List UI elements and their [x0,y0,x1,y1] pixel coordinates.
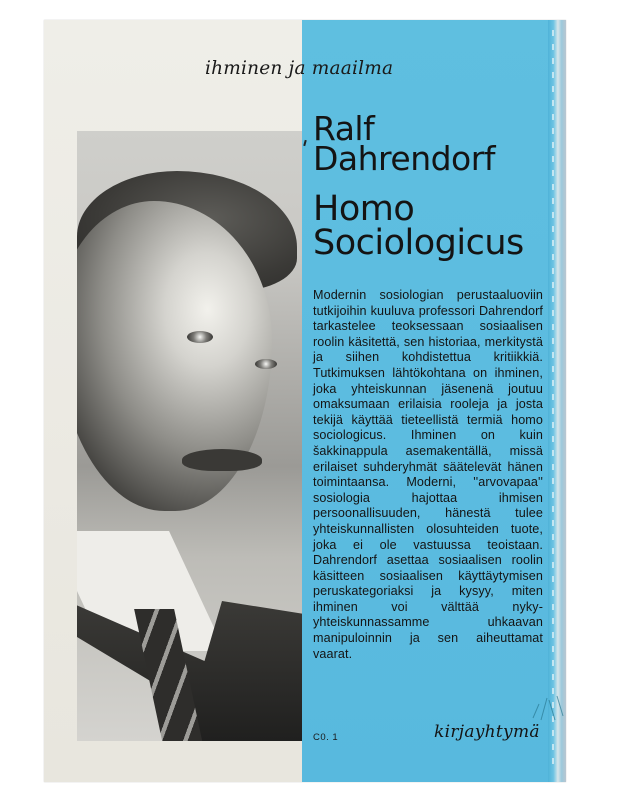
author-first-name: Ralf [313,109,375,148]
author-photo [77,131,302,741]
catalog-code: C0. 1 [313,732,339,743]
title-line-1: Homo [313,189,415,229]
book-blurb [313,288,543,662]
series-name: ihminen ja maailma [205,58,394,79]
author-name [313,109,543,178]
author-last-name: Dahrendorf [313,139,495,178]
blurb-text: Modernin sosiologian perustaaluoviin tutkijoihin kuuluva professori Dahrendorf tarkastelee teoksessaan sosiaalisen roolin käsitettä, sen historiaa, merkitystä ja siihen kohdistettua kritiikkiä. Tutkimuksen lähtökohtana on ihminen, joka yhteiskunnan jäsenenä joutuu omaksumaan erilaisia rooleja ja josta tekijä käyttää tieteellistä termiä homo sociologicus. Ihminen on kuin šakkinappula asemakentällä, missä erilaiset suhderyhmät säätelevät hänen toimintaansa. Moderni, ''arvovapaa'' sosiologia hajottaa ihmisen persoonallisuuden, hänestä tulee yhteiskunnallisten olosuhteiden tuote, joka ei ole vastuussa teoistaan. Dahrendorf asettaa sosiaalisen roolin käsitteen sosiaalisen käyttäytymisen peruskategoriaksi ja kysyy, miten ihminen voi välttää nyky-yhteiskunnassamme uhkaavan manipuloinnin ja sen aiheuttamat vaarat. [313,288,543,661]
edge-wear [552,30,554,770]
book-back-cover [44,20,566,782]
book-title [313,189,543,263]
publisher-name: kirjayhtymä [434,722,540,742]
cover-edge [548,20,566,782]
title-line-2: Sociologicus [313,223,524,263]
